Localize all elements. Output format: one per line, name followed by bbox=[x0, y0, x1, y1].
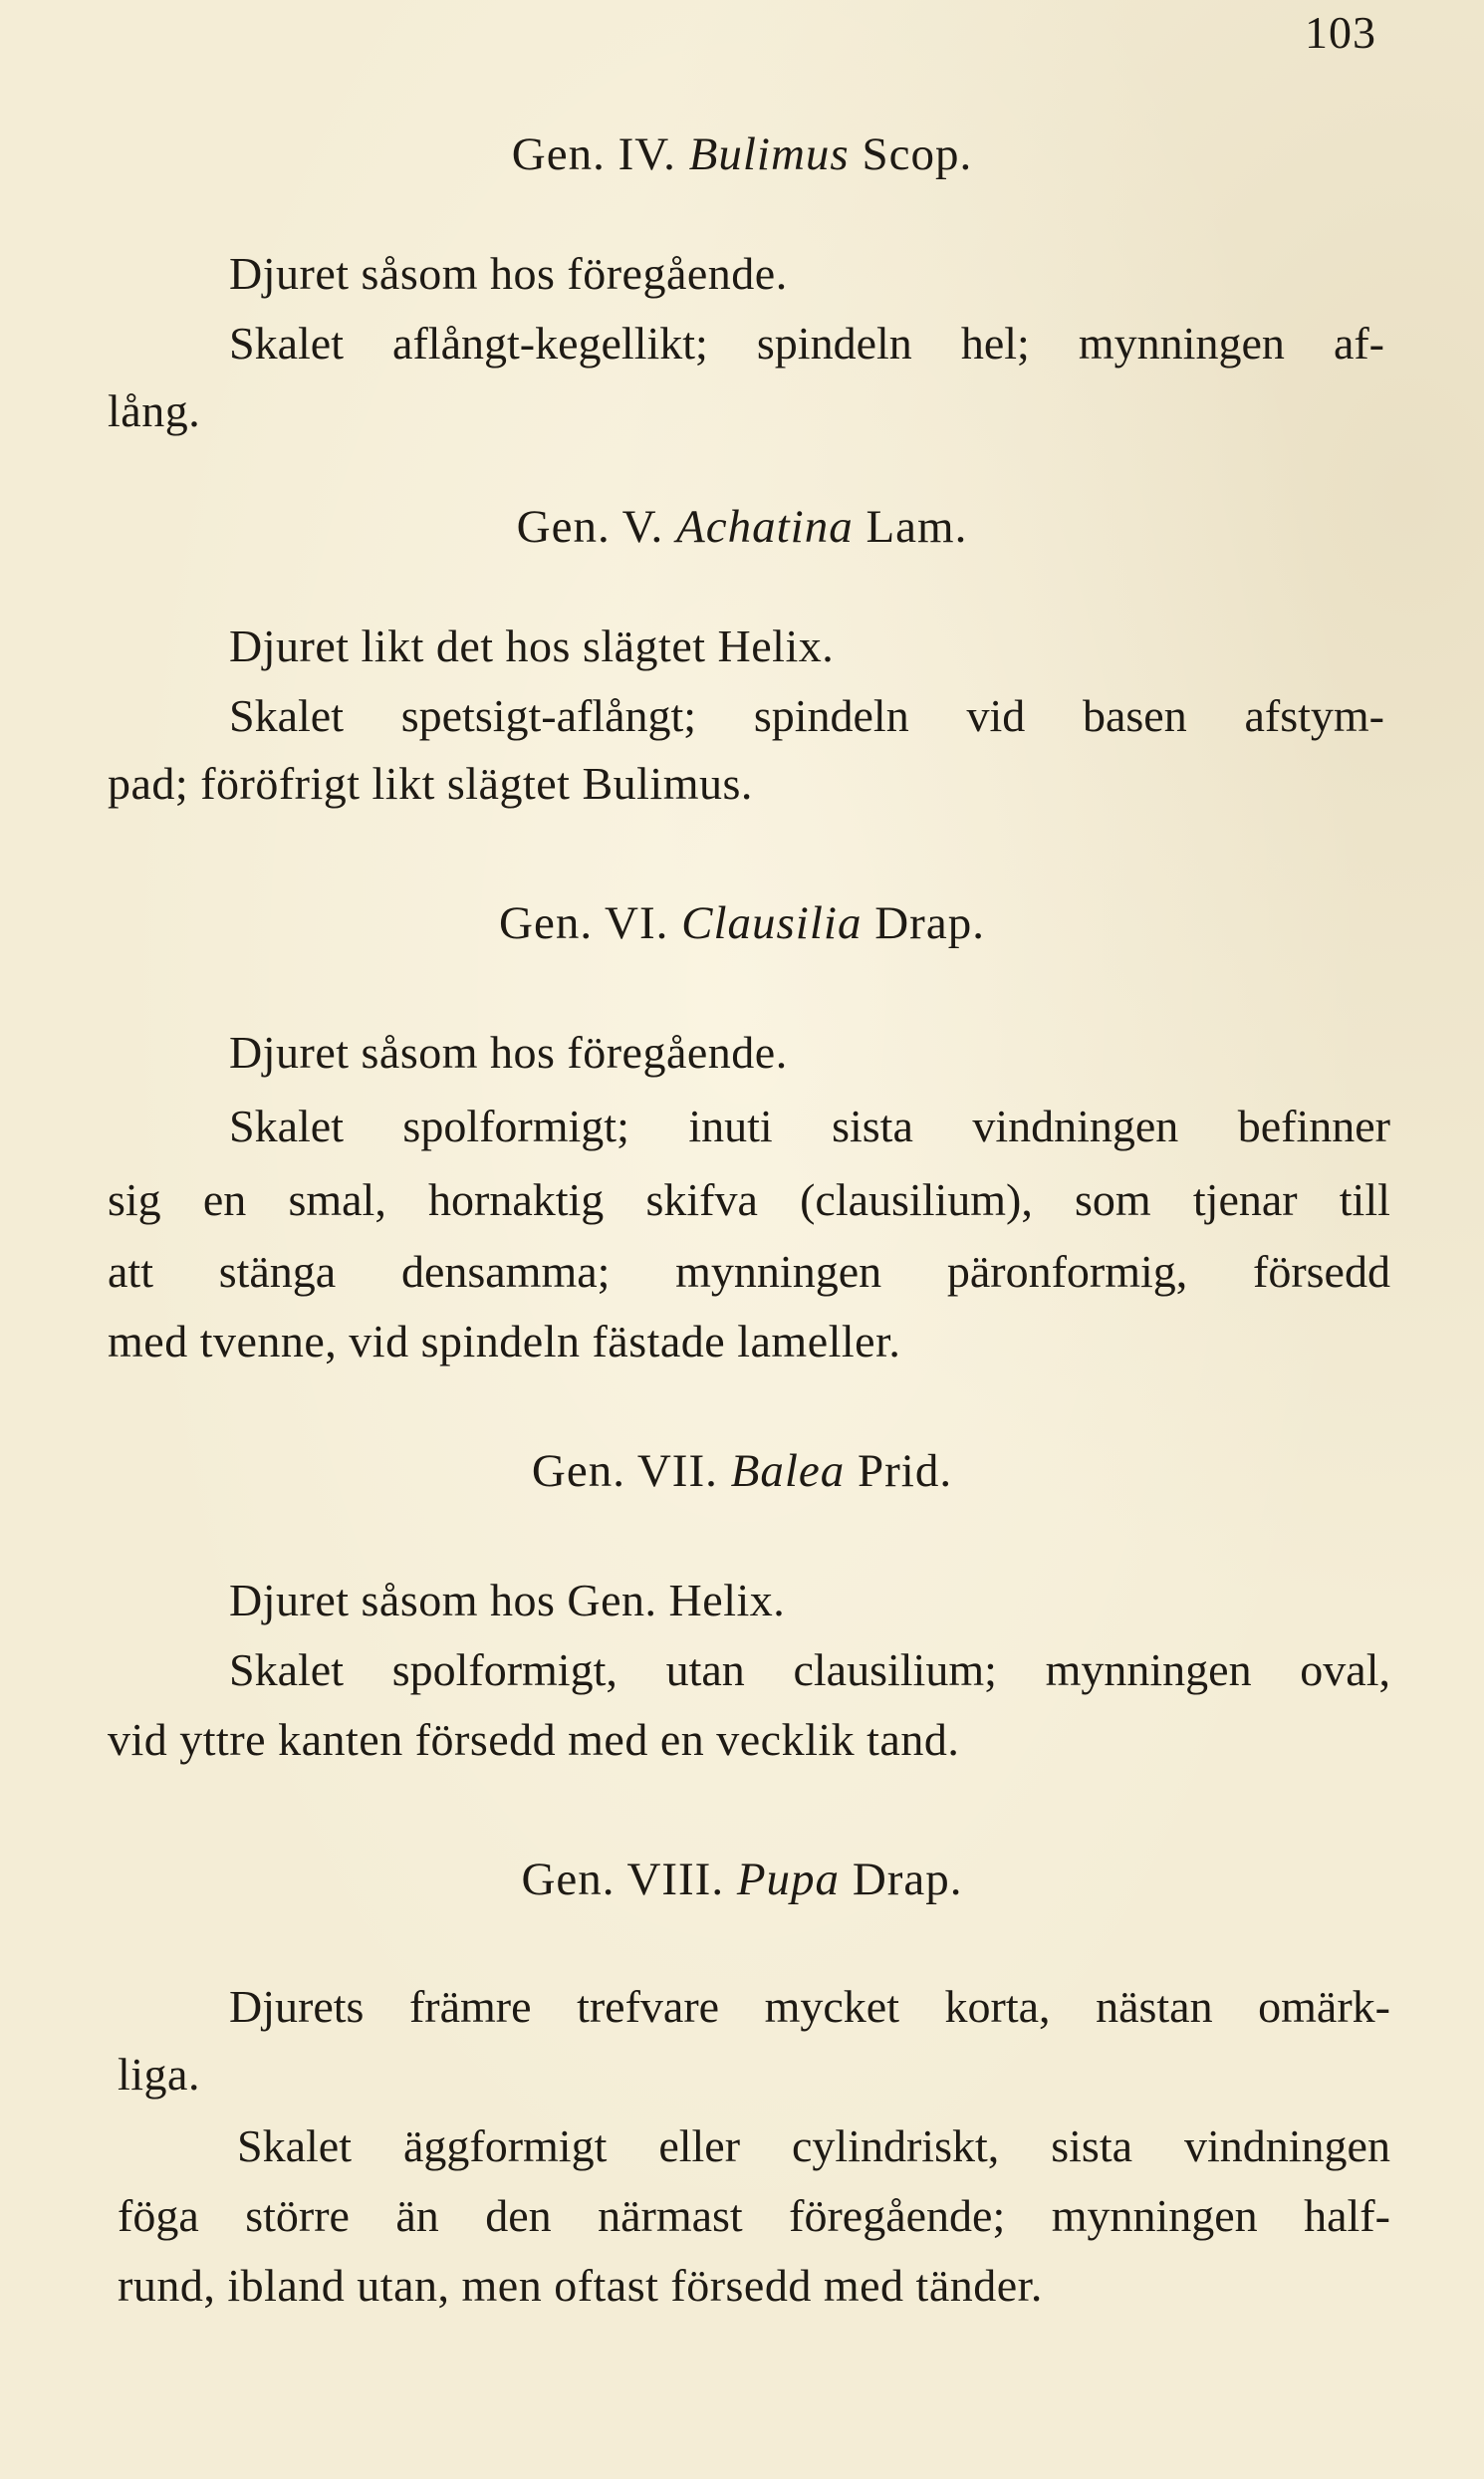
word: Skalet bbox=[237, 2120, 352, 2171]
page-number: 103 bbox=[1305, 7, 1376, 58]
genus-author: Prid. bbox=[858, 1445, 953, 1497]
gen-prefix: Gen. bbox=[511, 128, 606, 180]
word: mynningen bbox=[1045, 1644, 1252, 1695]
word: clausilium; bbox=[793, 1644, 997, 1695]
genus-name: Pupa bbox=[736, 1854, 841, 1905]
word: främre bbox=[408, 1981, 532, 2032]
word: oval, bbox=[1300, 1644, 1390, 1695]
word: hel; bbox=[960, 318, 1030, 369]
word: en bbox=[202, 1174, 247, 1225]
word: mynningen bbox=[1078, 318, 1285, 369]
gen-prefix: Gen. bbox=[521, 1854, 616, 1905]
text-line bbox=[229, 689, 1384, 742]
word: afstym- bbox=[1244, 690, 1384, 741]
section-heading bbox=[0, 127, 1484, 181]
genus-author: Drap. bbox=[852, 1854, 963, 1905]
word: Skalet bbox=[229, 690, 344, 741]
text-line bbox=[118, 2189, 1390, 2242]
word: befinner bbox=[1237, 1101, 1390, 1151]
word: försedd bbox=[1253, 1246, 1390, 1297]
word: Djurets bbox=[229, 1981, 365, 2032]
genus-name: Bulimus bbox=[688, 128, 850, 180]
word: cylindriskt, bbox=[792, 2120, 1000, 2171]
text-line: Djuret såsom hos föregående. bbox=[229, 1027, 788, 1078]
word: utan bbox=[665, 1644, 745, 1695]
genus-author: Lam. bbox=[866, 501, 968, 553]
word: nästan bbox=[1096, 1981, 1213, 2032]
word: föregående; bbox=[789, 2190, 1006, 2241]
gen-numeral: VI. bbox=[605, 897, 669, 949]
word: till bbox=[1339, 1174, 1390, 1225]
text-line bbox=[108, 1173, 1390, 1226]
text-line bbox=[229, 1980, 1390, 2033]
text-line bbox=[229, 1643, 1390, 1696]
gen-numeral: VII. bbox=[636, 1445, 718, 1497]
word: hornaktig bbox=[428, 1174, 605, 1225]
gen-numeral: V. bbox=[621, 501, 664, 553]
word: smal, bbox=[288, 1174, 386, 1225]
genus-name: Clausilia bbox=[681, 897, 863, 949]
word: Skalet bbox=[229, 1101, 344, 1151]
word: tjenar bbox=[1192, 1174, 1298, 1225]
section-heading bbox=[0, 500, 1484, 554]
text-line bbox=[229, 317, 1384, 370]
section-heading bbox=[0, 896, 1484, 950]
word: vindningen bbox=[972, 1101, 1179, 1151]
section-heading bbox=[0, 1853, 1484, 1906]
word: aflångt-kegellikt; bbox=[392, 318, 708, 369]
word: sista bbox=[832, 1101, 913, 1151]
word: spindeln bbox=[753, 690, 909, 741]
genus-author: Drap. bbox=[874, 897, 985, 949]
text-line: liga. bbox=[118, 2049, 200, 2100]
text-line: pad; föröfrigt likt slägtet Bulimus. bbox=[108, 758, 753, 809]
word: Skalet bbox=[229, 318, 344, 369]
word: päronformig, bbox=[946, 1246, 1188, 1297]
word: närmast bbox=[598, 2190, 743, 2241]
word: spolformigt; bbox=[402, 1101, 629, 1151]
text-line: Djuret likt det hos slägtet Helix. bbox=[229, 620, 835, 671]
text-line: med tvenne, vid spindeln fästade lameller. bbox=[108, 1316, 901, 1366]
gen-prefix: Gen. bbox=[516, 501, 611, 553]
word: eller bbox=[658, 2120, 741, 2171]
section-heading bbox=[0, 1444, 1484, 1498]
word: som bbox=[1075, 1174, 1151, 1225]
word: trefvare bbox=[577, 1981, 720, 2032]
genus-name: Balea bbox=[730, 1445, 846, 1497]
word: äggformigt bbox=[402, 2120, 608, 2171]
gen-numeral: VIII. bbox=[626, 1854, 725, 1905]
word: inuti bbox=[688, 1101, 773, 1151]
text-line: lång. bbox=[108, 385, 201, 436]
word: den bbox=[485, 2190, 552, 2241]
word: mycket bbox=[764, 1981, 899, 2032]
text-line bbox=[229, 1100, 1390, 1152]
word: mynningen bbox=[1051, 2190, 1258, 2241]
word: vindningen bbox=[1184, 2120, 1390, 2171]
text-line: Djuret såsom hos föregående. bbox=[229, 248, 788, 299]
gen-prefix: Gen. bbox=[499, 897, 594, 949]
word: vid bbox=[966, 690, 1026, 741]
word: mynningen bbox=[675, 1246, 882, 1297]
word: föga bbox=[118, 2190, 199, 2241]
text-line: vid yttre kanten försedd med en vecklik tand. bbox=[108, 1714, 960, 1765]
word: spindeln bbox=[756, 318, 912, 369]
word: att bbox=[108, 1246, 153, 1297]
word: densamma; bbox=[400, 1246, 611, 1297]
word: korta, bbox=[944, 1981, 1051, 2032]
word: än bbox=[395, 2190, 439, 2241]
gen-numeral: IV. bbox=[618, 128, 676, 180]
text-line bbox=[108, 1245, 1390, 1298]
word: större bbox=[245, 2190, 350, 2241]
word: skifva bbox=[645, 1174, 758, 1225]
word: af- bbox=[1333, 318, 1384, 369]
word: stänga bbox=[218, 1246, 337, 1297]
word: sig bbox=[108, 1174, 161, 1225]
gen-prefix: Gen. bbox=[531, 1445, 625, 1497]
word: omärk- bbox=[1258, 1981, 1390, 2032]
text-line: Djuret såsom hos Gen. Helix. bbox=[229, 1575, 786, 1625]
word: spolformigt, bbox=[391, 1644, 618, 1695]
word: (clausilium), bbox=[800, 1174, 1033, 1225]
word: Skalet bbox=[229, 1644, 344, 1695]
word: sista bbox=[1051, 2120, 1133, 2171]
text-line bbox=[237, 2119, 1390, 2172]
text-line: rund, ibland utan, men oftast försedd med tänder. bbox=[118, 2260, 1043, 2311]
word: basen bbox=[1082, 690, 1187, 741]
genus-name: Achatina bbox=[676, 501, 854, 553]
word: spetsigt-aflångt; bbox=[400, 690, 697, 741]
genus-author: Scop. bbox=[862, 128, 973, 180]
word: half- bbox=[1304, 2190, 1390, 2241]
